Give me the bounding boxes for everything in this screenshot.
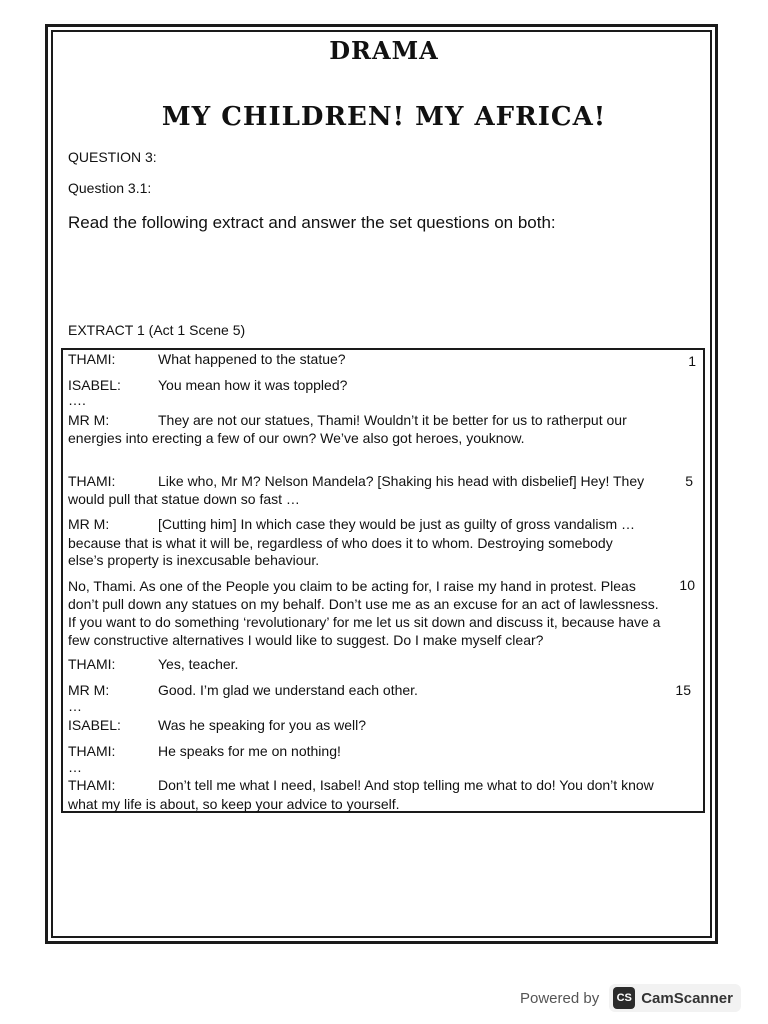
document-title: DRAMA	[329, 36, 439, 65]
ellipsis: …	[68, 759, 82, 775]
speech-continuation: else’s property is inexcusable behaviour.	[68, 552, 320, 568]
line-number: 1	[688, 353, 696, 369]
speech-continuation: because that is what it will be, regardless of who does it to whom. Destroying somebody	[68, 535, 613, 551]
question-label: QUESTION 3:	[68, 149, 157, 165]
speaker-label: MR M:	[68, 682, 110, 698]
play-title: MY CHILDREN! MY AFRICA!	[161, 102, 607, 132]
sub-question-label: Question 3.1:	[68, 180, 152, 196]
speech-text: Don’t tell me what I need, Isabel! And stop telling me what to do! You don’t know	[158, 777, 654, 793]
paragraph-line: few constructive alternatives I would like to suggest. Do I make myself clear?	[68, 632, 544, 648]
paragraph-line: don’t pull down any statues on my behalf. Don’t use me as an excuse for an act of lawlessness.	[68, 596, 659, 612]
speech-text: What happened to the statue?	[158, 351, 346, 367]
speaker-label: THAMI:	[68, 656, 116, 672]
speech-text: [Cutting him] In which case they would be just as guilty of gross vandalism …	[158, 516, 635, 532]
speaker-label: THAMI:	[68, 777, 116, 793]
extract-heading: EXTRACT 1 (Act 1 Scene 5)	[68, 322, 246, 338]
speech-text: He speaks for me on nothing!	[158, 743, 341, 759]
instruction-text: Read the following extract and answer the set questions on both:	[68, 213, 556, 232]
speaker-label: THAMI:	[68, 473, 116, 489]
line-number: 5	[685, 473, 693, 489]
line-number: 10	[679, 577, 695, 593]
speech-text: They are not our statues, Thami! Wouldn’t it be better for us to ratherput our	[158, 412, 627, 428]
speech-text: You mean how it was toppled?	[158, 377, 348, 393]
speaker-label: MR M:	[68, 412, 110, 428]
speaker-label: ISABEL:	[68, 377, 121, 393]
speech-continuation: would pull that statue down so fast …	[68, 491, 300, 507]
camscanner-brand: CamScanner	[641, 989, 733, 1007]
speech-text: Was he speaking for you as well?	[158, 717, 367, 733]
speech-continuation: what my life is about, so keep your advice to yourself.	[68, 796, 400, 812]
camscanner-logo-icon: CS	[613, 987, 635, 1009]
speaker-label: THAMI:	[68, 743, 116, 759]
speech-text: Like who, Mr M? Nelson Mandela? [Shaking his head with disbelief] Hey! They	[158, 473, 645, 489]
speaker-label: ISABEL:	[68, 717, 121, 733]
speech-continuation: energies into erecting a few of our own? We’ve also got heroes, youknow.	[68, 430, 525, 446]
line-number: 15	[675, 682, 691, 698]
camscanner-footer	[520, 984, 741, 1012]
ellipsis: …	[68, 698, 82, 714]
paragraph-line: If you want to do something ‘revolutionary’ for me let us sit down and discuss it, because have a	[68, 614, 661, 630]
speech-text: Yes, teacher.	[158, 656, 239, 672]
powered-by-text: Powered by	[520, 989, 600, 1007]
speaker-label: THAMI:	[68, 351, 116, 367]
paragraph-line: No, Thami. As one of the People you claim to be acting for, I raise my hand in protest. Pleas	[68, 578, 636, 594]
speech-text: Good. I’m glad we understand each other.	[158, 682, 418, 698]
camscanner-badge	[609, 984, 741, 1012]
ellipsis: ….	[68, 392, 86, 408]
speaker-label: MR M:	[68, 516, 110, 532]
